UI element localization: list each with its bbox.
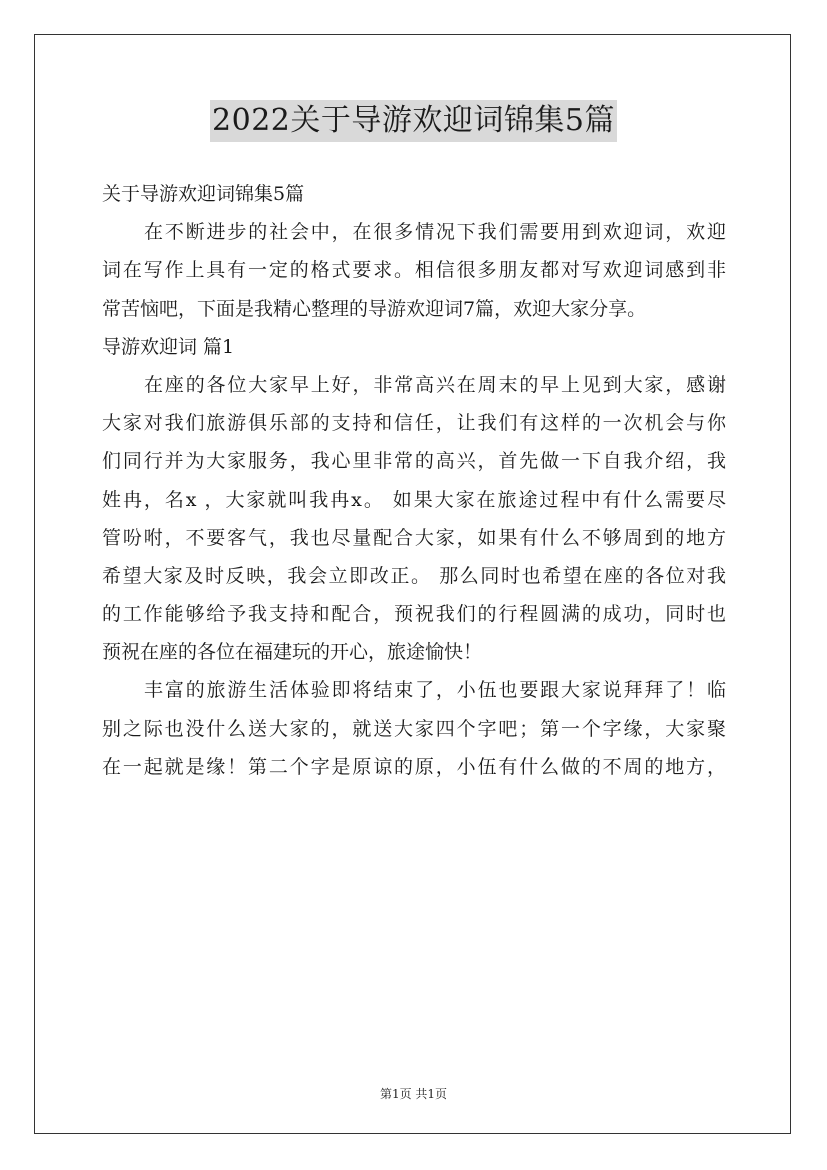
p1-line-5: 管吩咐，不要客气，我也尽量配合大家，如果有什么不够周到的地方 <box>102 526 726 549</box>
p2-line-3: 在一起就是缘！第二个字是原谅的原，小伍有什么做的不周的地方， <box>102 755 726 778</box>
p1-line-1: 在座的各位大家早上好，非常高兴在周末的早上见到大家，感谢 <box>144 373 726 396</box>
p1-line-7: 的工作能够给予我支持和配合，预祝我们的行程圆满的成功，同时也 <box>102 603 726 626</box>
p1-line-6: 希望大家及时反映，我会立即改正。 那么同时也希望在座的各位对我 <box>102 564 726 587</box>
p1-line-3: 们同行并为大家服务，我心里非常的高兴，首先做一下自我介绍，我 <box>102 450 726 473</box>
subtitle: 关于导游欢迎词锦集5篇 <box>102 183 305 205</box>
title-wrap <box>0 100 827 142</box>
p1-line-2: 大家对我们旅游俱乐部的支持和信任，让我们有这样的一次机会与你 <box>102 412 726 435</box>
document-body <box>102 175 726 786</box>
p2-line-2: 别之际也没什么送大家的，就送大家四个字吧；第一个字缘，大家聚 <box>102 717 726 740</box>
p2-line-1: 丰富的旅游生活体验即将结束了，小伍也要跟大家说拜拜了！临 <box>144 679 726 702</box>
document-title: 2022关于导游欢迎词锦集5篇 <box>210 100 617 142</box>
p1-line-8: 预祝在座的各位在福建玩的开心，旅途愉快！ <box>102 641 483 664</box>
p1-line-4: 姓冉，名x ，大家就叫我冉x。 如果大家在旅途过程中有什么需要尽 <box>102 488 726 511</box>
intro-line-3: 常苦恼吧，下面是我精心整理的导游欢迎词7篇，欢迎大家分享。 <box>102 297 647 320</box>
page-footer: 第1页 共1页 <box>379 1087 448 1101</box>
intro-line-2: 词在写作上具有一定的格式要求。相信很多朋友都对写欢迎词感到非 <box>102 259 726 282</box>
intro-line-1: 在不断进步的社会中，在很多情况下我们需要用到欢迎词，欢迎 <box>144 221 726 244</box>
section-heading: 导游欢迎词 篇1 <box>102 335 235 358</box>
